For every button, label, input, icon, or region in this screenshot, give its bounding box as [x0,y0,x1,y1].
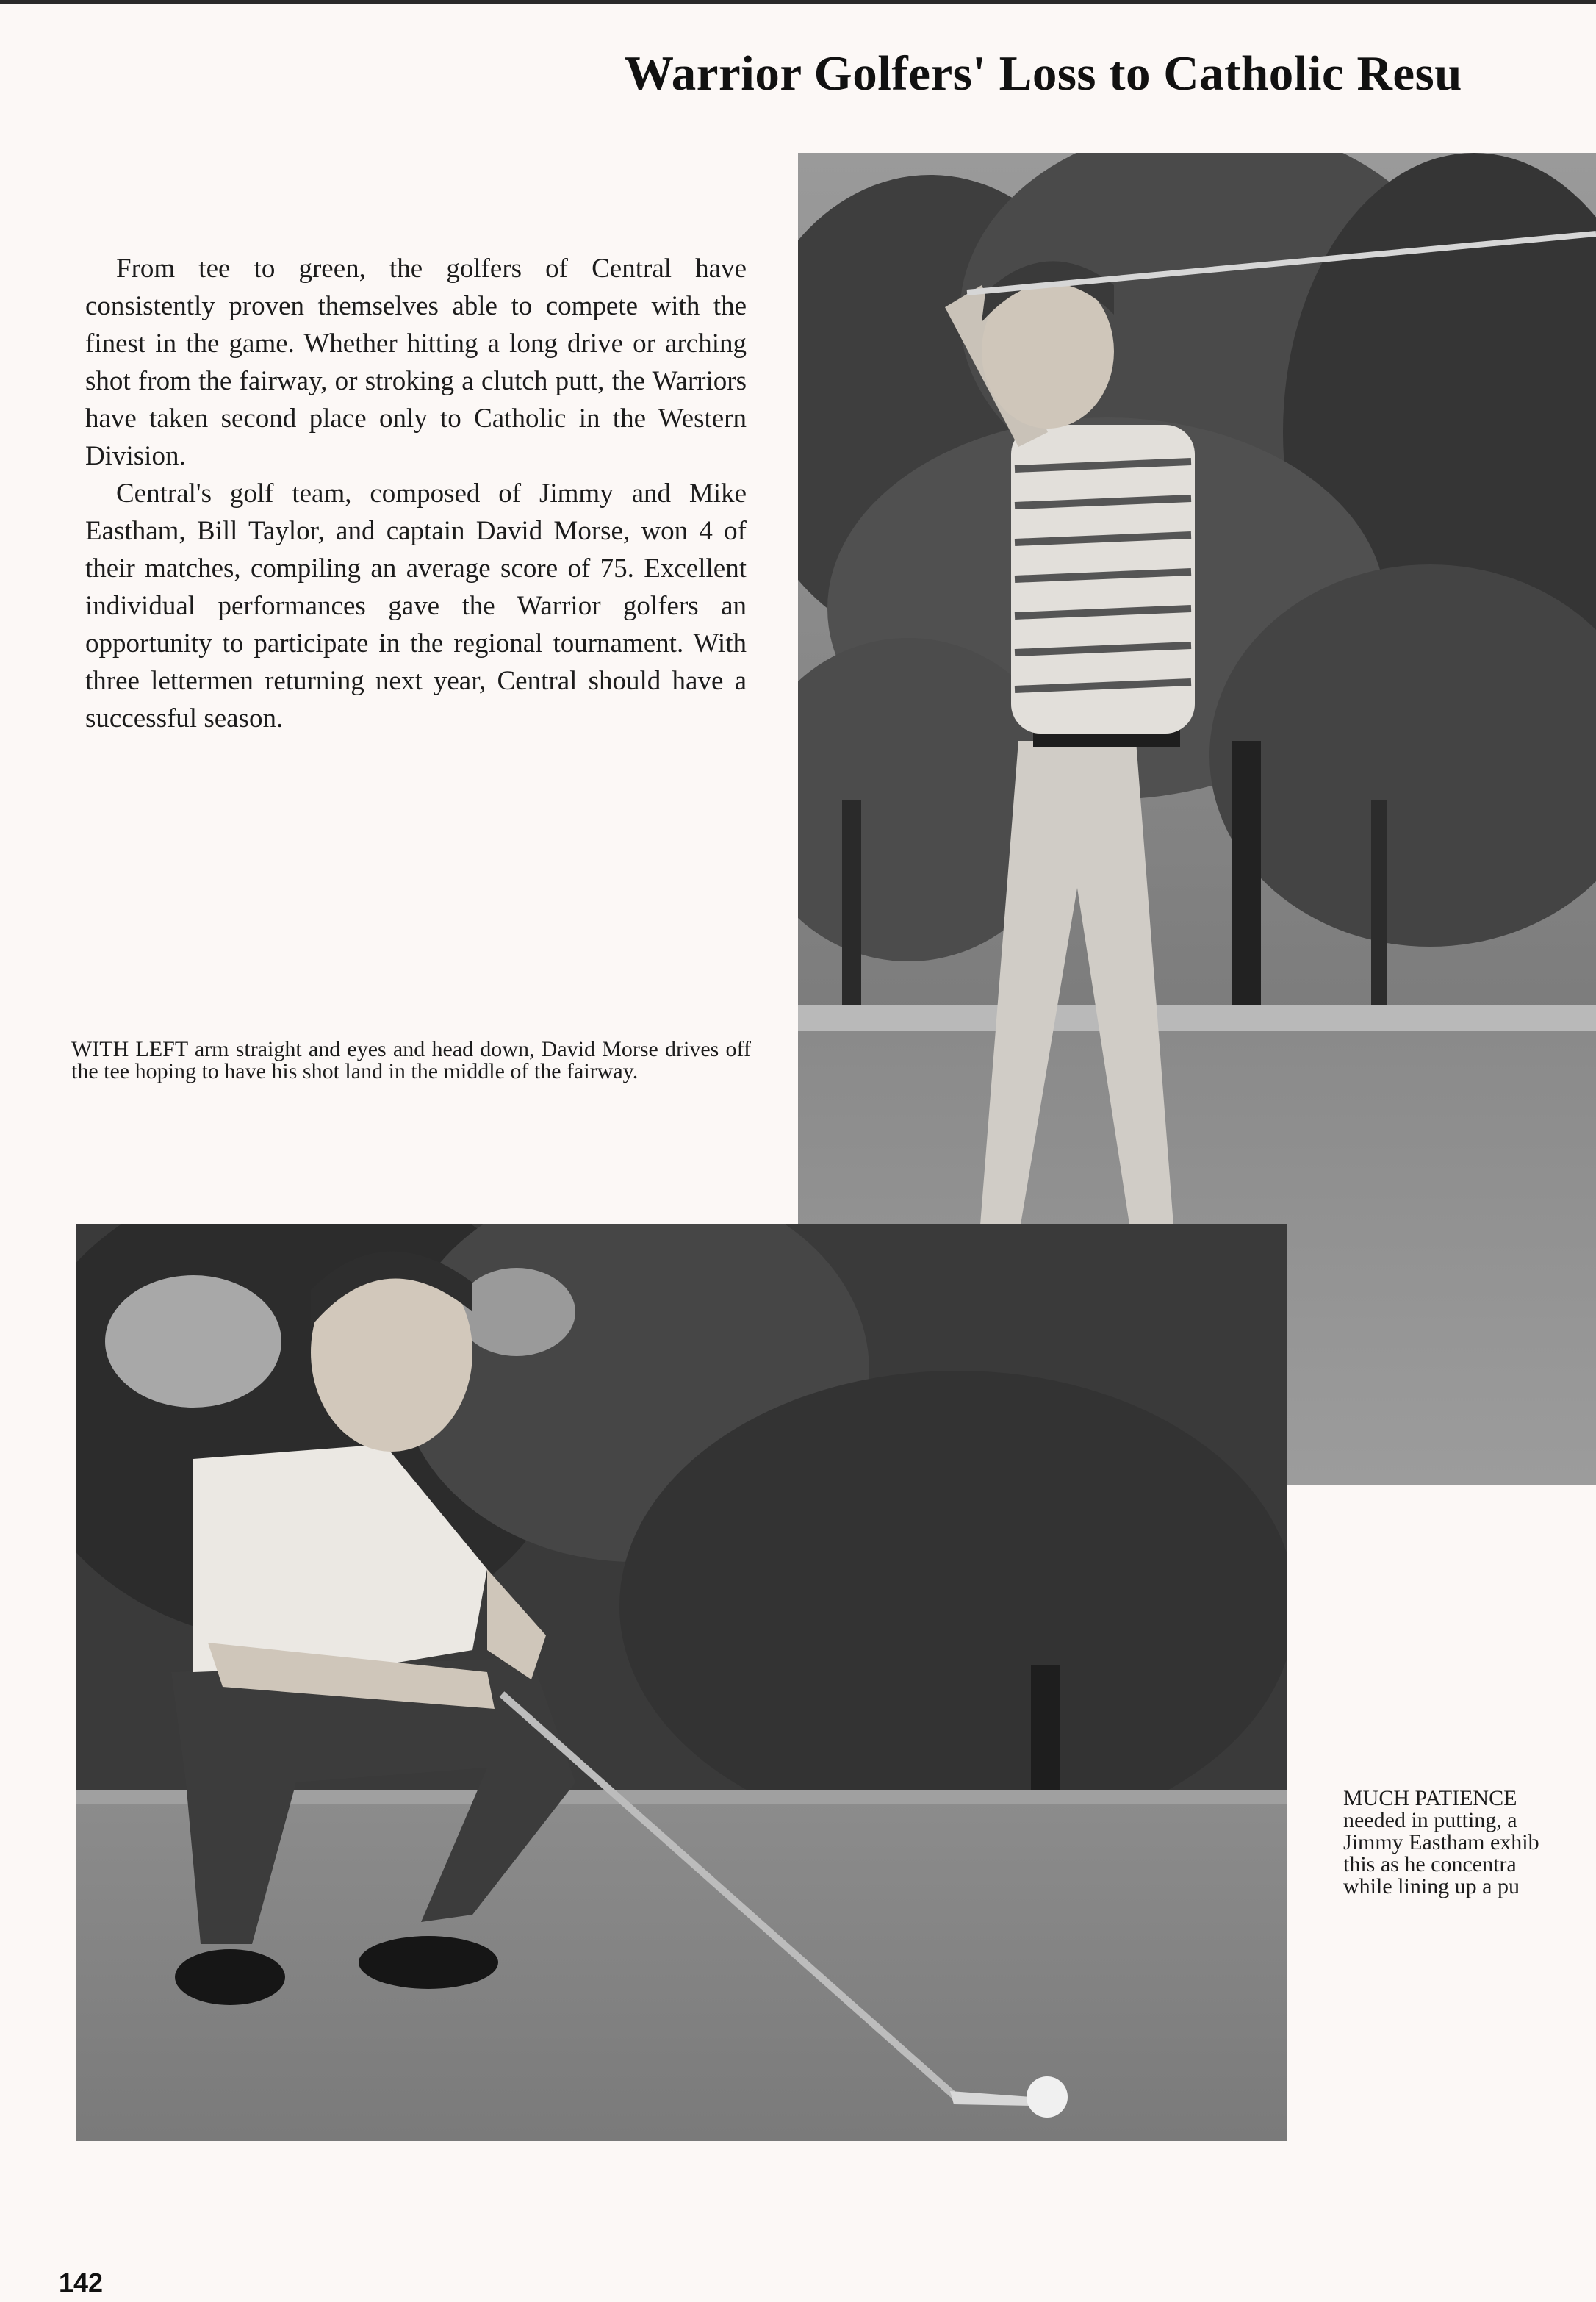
caption-putting-line-4: this as he concentra [1343,1852,1517,1876]
caption-driving-lead: WITH LEFT [71,1037,188,1061]
article-paragraph-2: Central's golf team, composed of Jimmy and Mike Eastham, Bill Taylor, and captain David Morse, won 4 of their matches, compiling an average score of 75. Excellent individual performances gave the Warrior golfers an opportunity to participate in the regional tournament. With three lettermen returning next year, Central should have a successful season. [85,478,747,734]
photo-golfer-putting-image [76,1224,1287,2141]
caption-putting-line-1: MUCH PATIENCE [1343,1788,1517,1810]
article-paragraph-1: From tee to green, the golfers of Central have consistently proven themselves able to compete with the finest in the game. Whether hitting a long drive or arching shot from the fairway, or stroking a clutch putt, the Warriors have taken second place only to Catholic in the Western Division. [85,254,747,471]
caption-putting-line-3: Jimmy Eastham exhib [1343,1830,1539,1854]
photo-golfer-putting [76,1224,1287,2141]
caption-putting-line-5: while lining up a pu [1343,1874,1520,1898]
page-number: 142 [59,2267,104,2298]
caption-driving [71,1039,751,1083]
page-headline: Warrior Golfers' Loss to Catholic Resu [625,46,1462,101]
caption-putting-line-2: needed in putting, a [1343,1808,1517,1832]
caption-putting [1343,1788,1596,1898]
top-border [0,0,1596,4]
article-body [85,250,747,737]
caption-driving-text: arm straight and eyes and head down, David Morse drives off the tee hoping to have his shot land in the middle of the fairway. [71,1037,751,1083]
